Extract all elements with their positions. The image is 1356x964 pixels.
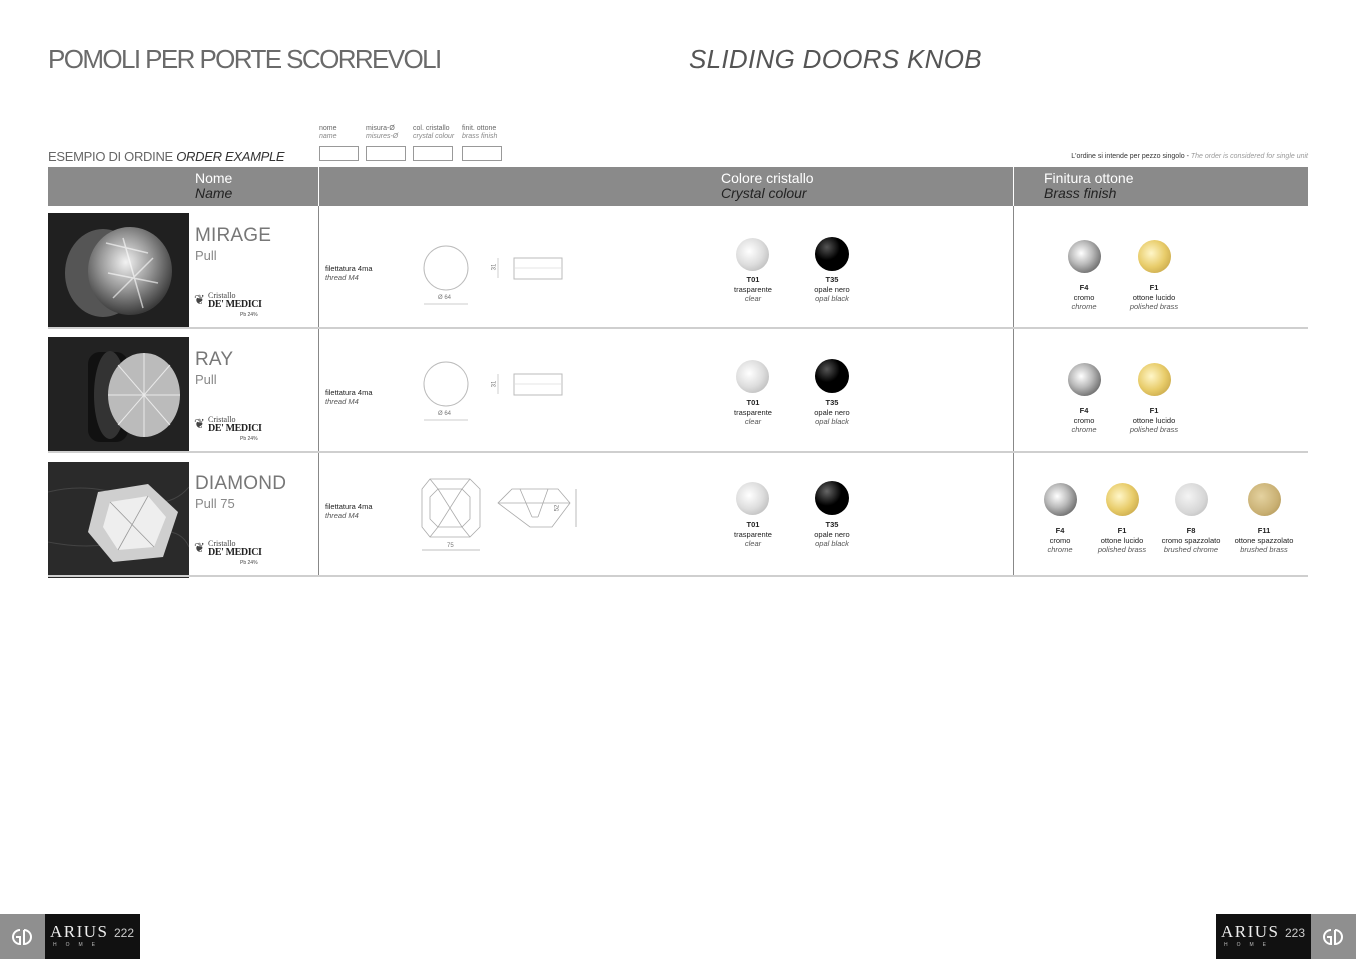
swatch-chrome — [1044, 483, 1077, 516]
order-example-label-en: ORDER EXAMPLE — [176, 149, 285, 164]
header-divider — [1013, 167, 1014, 206]
order-field-caption: nome name — [319, 125, 337, 140]
order-example-label — [48, 149, 284, 164]
diamond-knob-photo — [48, 462, 189, 578]
swatch-label: T35 opale nero opal black — [814, 520, 850, 548]
swatch-clear — [736, 238, 769, 271]
footer-right-mark — [1311, 914, 1356, 959]
page-title-italian: POMOLI PER PORTE SCORREVOLI — [48, 44, 441, 74]
swatch-opal-black — [815, 237, 849, 271]
swatch-label: T01 trasparente clear — [734, 275, 772, 303]
row-separator — [48, 451, 1308, 453]
row-separator — [48, 327, 1308, 329]
brand-sub: HOME — [53, 942, 104, 948]
footer-left-brand — [45, 914, 140, 959]
dimension-height: 31 — [491, 263, 498, 271]
order-field-caption: misura-Ø misures-Ø — [366, 125, 399, 140]
swatch-label: F4 cromo chrome — [1047, 526, 1073, 554]
footer-right-brand — [1216, 914, 1311, 959]
brand-monogram-icon — [1311, 914, 1356, 959]
swatch-brushed-chrome — [1175, 483, 1208, 516]
thread-spec: filettatura 4ma thread M4 — [325, 264, 373, 282]
swatch-clear — [736, 482, 769, 515]
table-row — [48, 207, 1308, 329]
order-example-label-it: ESEMPIO DI ORDINE — [48, 149, 173, 164]
swatch-label: F1 ottone lucido polished brass — [1129, 283, 1179, 311]
page-number-right: 223 — [1285, 926, 1306, 940]
ray-knob-photo — [48, 337, 189, 453]
swatch-label: T01 trasparente clear — [734, 520, 772, 548]
swatch-polished-brass — [1106, 483, 1139, 516]
cristallo-de-medici-logo: ❦ Cristallo DE' MEDICI Pb 24% — [194, 415, 262, 442]
product-type: Pull — [195, 248, 217, 263]
swatch-label: F4 cromo chrome — [1071, 283, 1097, 311]
swatch-label: F4 cromo chrome — [1071, 406, 1097, 434]
swatch-label: F11 ottone spazzolato brushed brass — [1234, 526, 1294, 554]
swatch-label: T35 opale nero opal black — [814, 398, 850, 426]
header-name: Nome Name — [195, 170, 233, 201]
header-divider — [318, 167, 319, 206]
order-field-caption: finit. ottone brass finish — [462, 125, 498, 140]
thread-spec: filettatura 4ma thread M4 — [325, 502, 373, 520]
diamond-knob-image — [48, 462, 189, 578]
order-field-caption: col. cristallo crystal colour — [413, 125, 455, 140]
product-type: Pull — [195, 372, 217, 387]
product-type: Pull 75 — [195, 496, 235, 511]
dimension-height: 52 — [554, 504, 561, 512]
dimension-diameter: Ø 64 — [438, 411, 452, 417]
product-name: MIRAGE — [195, 225, 272, 246]
swatch-brushed-brass — [1248, 483, 1281, 516]
swatch-polished-brass — [1138, 240, 1171, 273]
order-field-size-box — [366, 146, 406, 161]
brand-monogram-icon — [0, 914, 45, 959]
brand-name: ARIUS — [1221, 922, 1280, 941]
row-separator — [48, 575, 1308, 577]
cristallo-de-medici-logo: ❦ Cristallo DE' MEDICI Pb 24% — [194, 291, 262, 318]
swatch-label: F8 cromo spazzolato brushed chrome — [1161, 526, 1221, 554]
brand-name: ARIUS — [50, 922, 109, 941]
page-number-left: 222 — [114, 926, 135, 940]
swatch-label: T01 trasparente clear — [734, 398, 772, 426]
table-header — [48, 167, 1308, 206]
single-unit-note: L'ordine si intende per pezzo singolo - The order is considered for single unit — [1071, 153, 1308, 160]
mirage-knob-photo — [48, 213, 189, 329]
order-field-crystal-box — [413, 146, 453, 161]
ray-dimension-drawing — [420, 360, 620, 430]
cristallo-de-medici-logo: ❦ Cristallo DE' MEDICI Pb 24% — [194, 539, 262, 566]
table-row — [48, 455, 1308, 577]
swatch-opal-black — [815, 481, 849, 515]
swatch-label: F1 ottone lucido polished brass — [1097, 526, 1147, 554]
swatch-chrome — [1068, 240, 1101, 273]
order-field-finish-box — [462, 146, 502, 161]
dimension-height: 31 — [491, 380, 498, 388]
brand-sub: HOME — [1224, 942, 1275, 948]
header-brass-finish: Finitura ottone Brass finish — [1044, 170, 1134, 201]
swatch-label: F1 ottone lucido polished brass — [1129, 406, 1179, 434]
page-title-english: SLIDING DOORS KNOB — [689, 44, 982, 74]
dimension-diameter: Ø 64 — [438, 295, 452, 301]
swatch-polished-brass — [1138, 363, 1171, 396]
ray-knob-image — [48, 337, 189, 453]
fleur-icon: ❦ — [194, 540, 205, 555]
table-row — [48, 331, 1308, 453]
swatch-clear — [736, 360, 769, 393]
header-crystal-colour: Colore cristallo Crystal colour — [721, 170, 814, 201]
order-field-name-box — [319, 146, 359, 161]
thread-spec: filettatura 4ma thread M4 — [325, 388, 373, 406]
swatch-chrome — [1068, 363, 1101, 396]
mirage-knob-image — [48, 213, 189, 329]
fleur-icon: ❦ — [194, 416, 205, 431]
dimension-width: 75 — [447, 543, 454, 549]
swatch-opal-black — [815, 359, 849, 393]
product-name: RAY — [195, 349, 234, 370]
fleur-icon: ❦ — [194, 292, 205, 307]
swatch-label: T35 opale nero opal black — [814, 275, 850, 303]
product-name: DIAMOND — [195, 473, 287, 494]
footer-left-mark — [0, 914, 45, 959]
